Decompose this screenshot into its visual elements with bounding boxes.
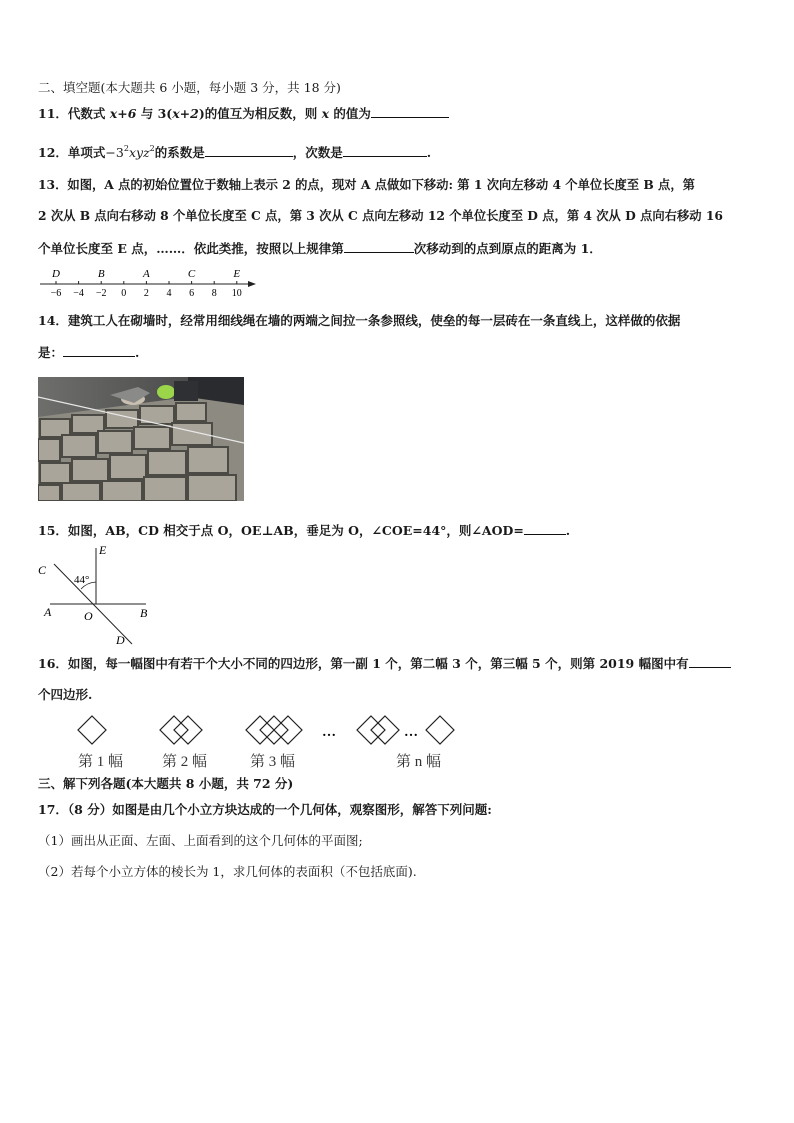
q13-line-3: 个单位长度至 E 点，……．依此类推，按照以上规律第 次移动到的点到原点的距离为 1． <box>38 241 602 256</box>
q12-end: . <box>426 145 432 160</box>
q12-mid: 的系数是 <box>154 145 205 160</box>
number-line-point-d: D <box>52 268 60 280</box>
q15-answer-blank[interactable] <box>524 522 566 535</box>
question-15: 15．如图，AB，CD 相交于点 O，OE⊥AB，垂足为 O，∠COE=44°，则∠AOD= . <box>38 523 571 538</box>
section-3-header: 三、解下列各题(本大题共 8 小题，共 72 分) <box>38 776 294 791</box>
label-c: C <box>38 563 47 577</box>
q12-pre: 单项式 <box>67 145 106 160</box>
caption-fig-n: 第 n 幅 <box>396 754 442 770</box>
question-11 <box>38 105 449 122</box>
number-line-tick-label: −2 <box>95 288 107 299</box>
number-line-point-c: C <box>187 268 196 280</box>
number-line-arrow <box>248 281 256 287</box>
q13-line-1: 13．如图，A 点的初始位置位于数轴上表示 2 的点，现对 A 点做如下移动: 第 1 次向左移动 4 个单位长度至 B 点，第 <box>38 177 695 192</box>
q11-answer-blank[interactable] <box>371 105 449 118</box>
q17-stem: 17．（8 分）如图是由几个小立方块达成的一个几何体，观察图形，解答下列问题: <box>38 802 492 817</box>
number-line-tick-label: 2 <box>143 288 149 299</box>
number-line-tick-label: −6 <box>50 288 62 299</box>
number-line-tick-label: 4 <box>166 288 172 299</box>
label-b: B <box>140 606 148 620</box>
q17-part-2: （2）若每个小立方体的棱长为 1，求几何体的表面积（不包括底面). <box>38 864 417 879</box>
q12-monomial: $-3^2xyz^2$ <box>105 144 155 160</box>
q12-number: 12． <box>38 145 68 160</box>
number-line-tick-label: 6 <box>189 288 195 299</box>
number-line-tick-label: 8 <box>211 288 217 299</box>
q14-line-2: 是： . <box>38 345 140 360</box>
number-line-point-e: E <box>233 268 241 280</box>
number-line-tick-label: 10 <box>231 288 242 299</box>
fign-rhombus-last <box>426 716 454 744</box>
q17-part-1: （1）画出从正面、左面、上面看到的这个几何体的平面图; <box>38 833 363 848</box>
number-line-point-b: B <box>97 268 105 280</box>
question-12 <box>38 141 431 161</box>
section-2-header: 二、填空题(本大题共 6 小题，每小题 3 分，共 18 分) <box>38 80 341 95</box>
fig1-rhombus <box>78 716 106 744</box>
sequence-ellipsis: … <box>322 725 336 740</box>
rhombus-sequence-figure <box>74 712 464 772</box>
label-d: D <box>116 633 125 647</box>
q16-line-2: 个四边形. <box>38 687 93 702</box>
angle-figure <box>36 540 162 648</box>
number-line-tick-label: −4 <box>73 288 84 299</box>
q12-mid2: ，次数是 <box>292 145 343 160</box>
caption-fig-2: 第 2 幅 <box>162 754 208 770</box>
q12-coefficient-blank[interactable] <box>205 144 293 157</box>
caption-fig-1: 第 1 幅 <box>78 754 124 770</box>
q14-line-1: 14．建筑工人在砌墙时，经常用细线绳在墙的两端之间拉一条参照线，使垒的每一层砖在一条直线上，这样做的依据 <box>38 313 681 328</box>
q14-answer-blank[interactable] <box>63 344 135 357</box>
q16-answer-blank[interactable] <box>689 655 731 668</box>
q13-answer-blank[interactable] <box>344 240 414 253</box>
brick-wall-photo <box>38 377 244 501</box>
q11-expr2: x+2 <box>172 106 199 121</box>
q11-post: )的值互为相反数，则 <box>198 106 322 121</box>
label-a: A <box>44 605 52 619</box>
number-line-point-a: A <box>143 268 150 280</box>
label-o: O <box>84 609 93 623</box>
number-line-tick-label: 0 <box>121 288 127 299</box>
q13-line-2: 2 次从 B 点向右移动 8 个单位长度至 C 点，第 3 次从 C 点向左移动 12 个单位长度至 D 点，第 4 次从 D 点向右移动 16 <box>38 208 723 223</box>
caption-fig-3: 第 3 幅 <box>250 754 296 770</box>
number-line-figure <box>34 266 262 300</box>
label-angle-44: 44° <box>74 574 90 586</box>
q11-mid: 与 3( <box>136 106 173 121</box>
q11-expr1: x+6 <box>109 106 137 121</box>
q12-degree-blank[interactable] <box>343 144 427 157</box>
q11-var: x <box>321 106 330 121</box>
label-e: E <box>99 543 107 557</box>
q11-pre: 代数式 <box>67 106 110 121</box>
inner-ellipsis: … <box>404 725 418 740</box>
q11-number: 11． <box>38 106 68 121</box>
q11-tail: 的值为 <box>329 106 371 121</box>
q16-line-1: 16．如图，每一幅图中有若干个大小不同的四边形，第一副 1 个，第二幅 3 个，第三幅 5 个，则第 2019 幅图中有 <box>38 655 731 672</box>
